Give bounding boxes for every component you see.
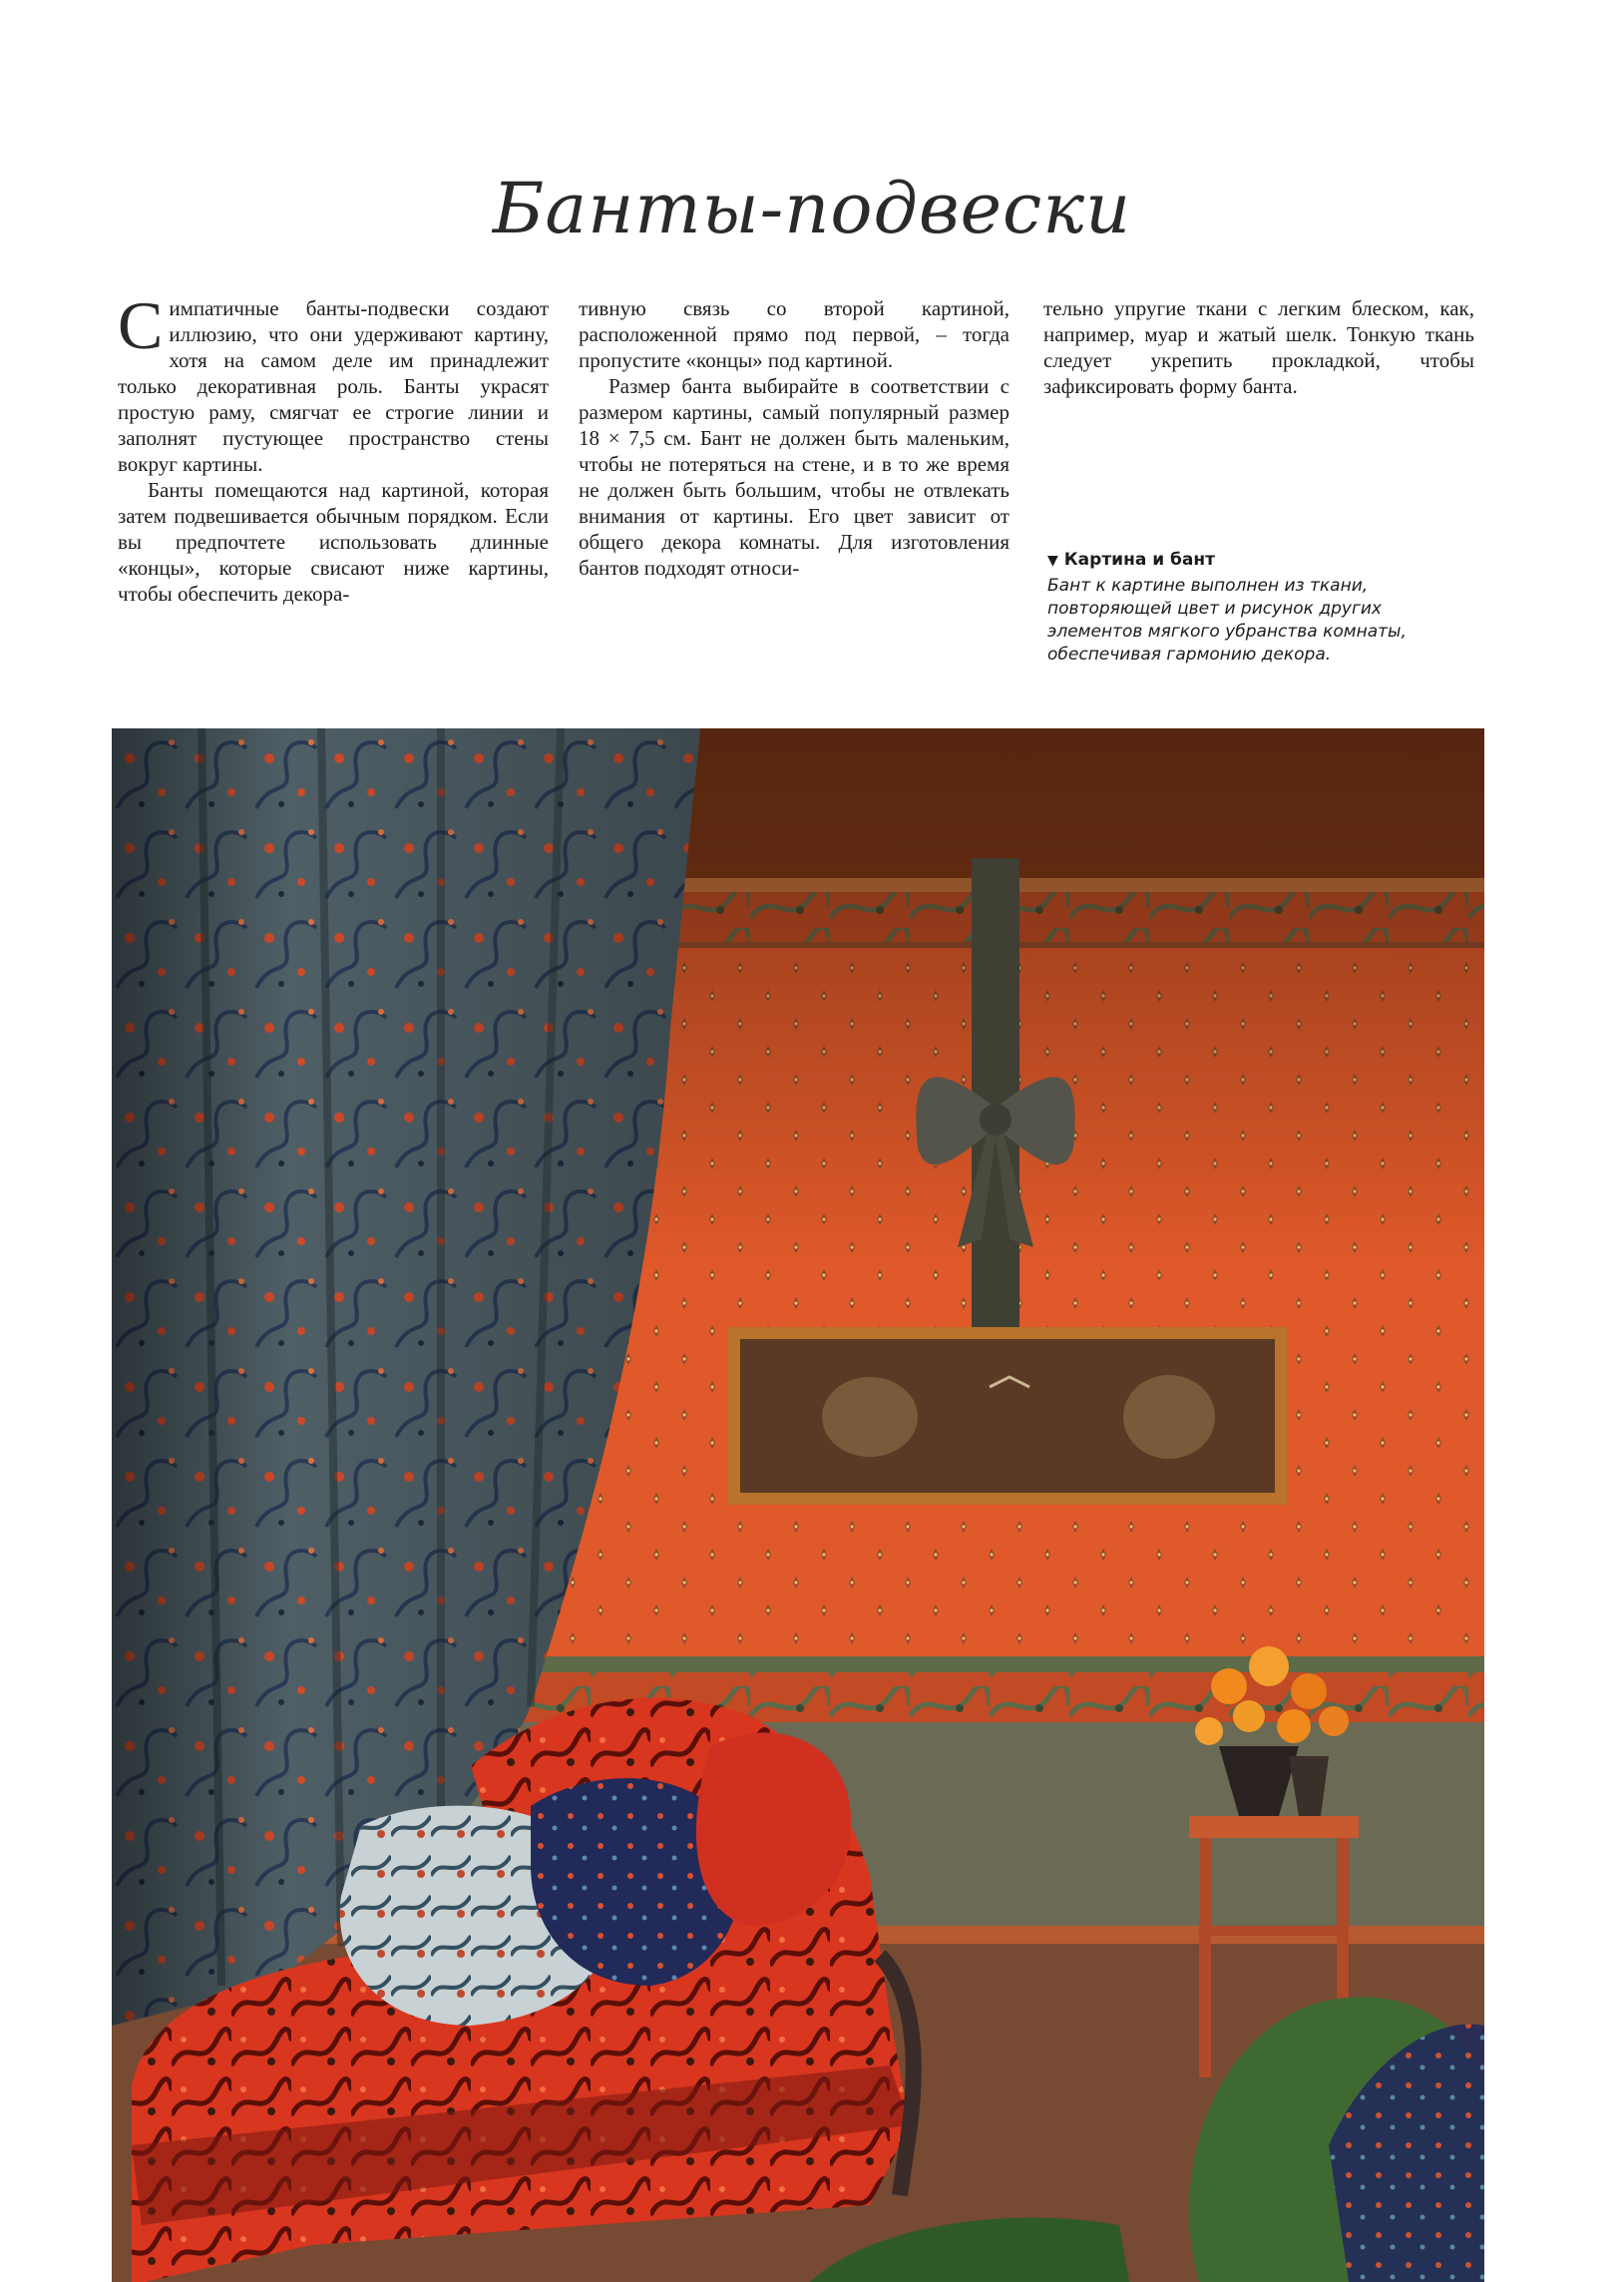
paragraph: Банты помещаются над картиной, которая затем подвешивается обычным порядком. Если вы предпочтете использовать длинные «концы», которые свисают ниже картины, чтобы обеспечить декора- <box>118 478 549 606</box>
paragraph: тельно упругие ткани с легким блеском, как, например, муар и жатый шелк. Тонкую ткань следует укрепить прокладкой, чтобы зафиксировать форму банта. <box>1043 296 1474 398</box>
text-column-1 <box>118 287 549 607</box>
caption-text: Бант к картине выполнен из ткани, повторяющей цвет и рисунок других элементов мягкого убранства комнаты, обеспечивая гармонию декора. <box>1047 576 1407 665</box>
triangle-down-icon: ▼ <box>1047 553 1058 569</box>
drop-cap: С <box>118 287 164 363</box>
text-column-3 <box>1043 295 1474 399</box>
page-title: Банты-подвески <box>492 168 1132 249</box>
caption-title <box>1047 549 1476 573</box>
interior-photo-drawing <box>112 728 1484 2282</box>
caption-title-text: Картина и бант <box>1063 550 1215 570</box>
paragraph <box>118 287 549 477</box>
paragraph: тивную связь со второй картиной, расположенной прямо под первой, – тогда пропустите «концы» под картиной. <box>579 296 1010 372</box>
text-column-2 <box>579 295 1010 581</box>
interior-photo <box>112 728 1484 2282</box>
paragraph-text: импатичные банты-подвески создают иллюзию, что они удерживают картину, хотя на самом деле им принадлежит только декоративная роль. Банты украсят простую раму, смягчат ее строгие линии и заполнят пустующее пространство стены вокруг картины. <box>118 296 549 476</box>
photo-caption <box>1047 549 1476 667</box>
paragraph: Размер банта выбирайте в соответствии с размером картины, самый популярный размер 18 × 7,5 см. Бант не должен быть маленьким, чтобы не потеряться на стене, и в то же время не должен быть большим, чтобы не отвлекать внимания от картины. Его цвет зависит от общего декора комнаты. Для изготовления бантов подходят относи- <box>579 374 1010 580</box>
